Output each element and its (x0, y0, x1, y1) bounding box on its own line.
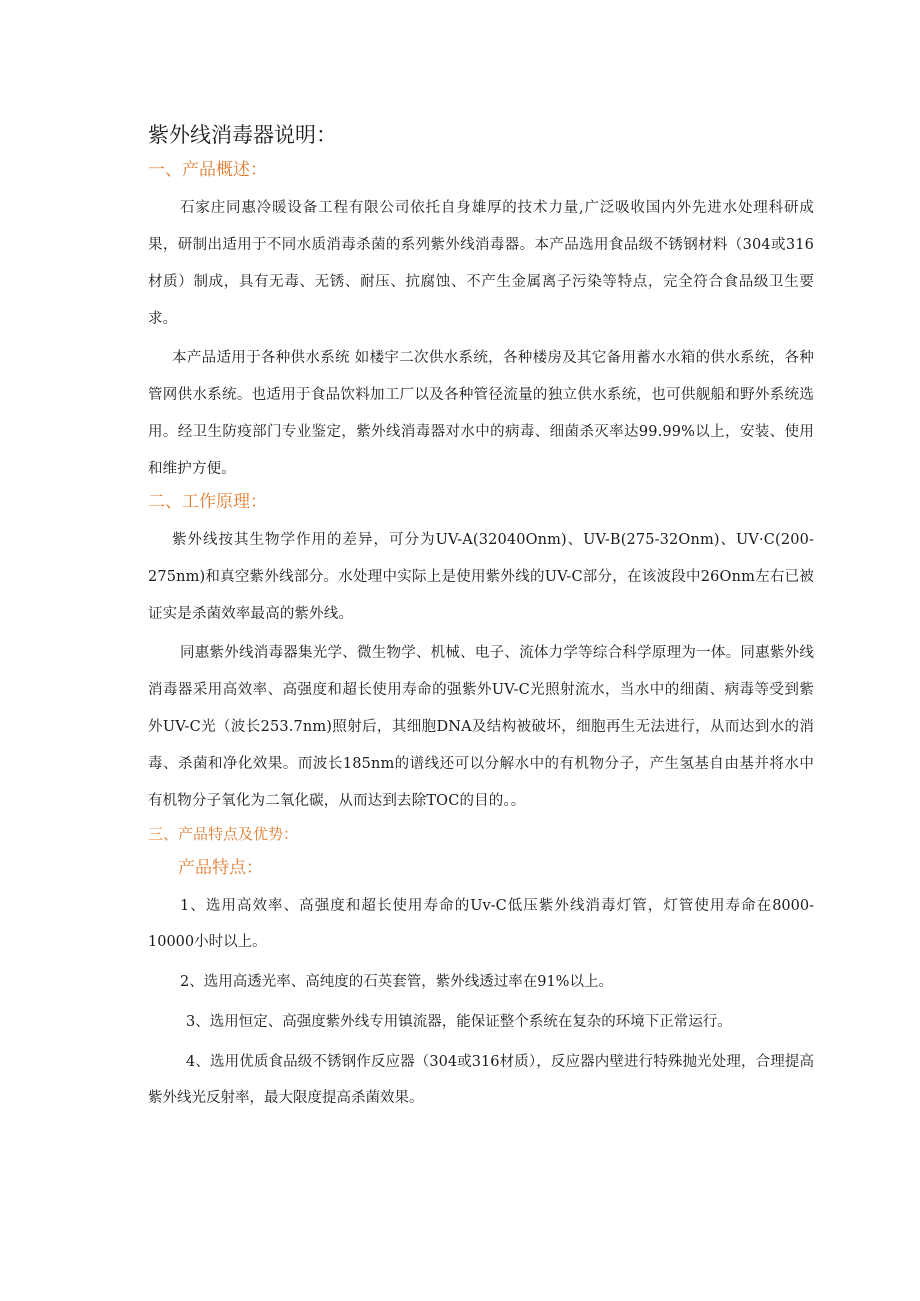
feature-item-3: 3、选用恒定、高强度紫外线专用镇流器，能保证整个系统在复杂的环境下正常运行。 (186, 1014, 732, 1030)
features-subheading: 产品特点： (178, 858, 263, 878)
document-title: 紫外线消毒器说明： (148, 123, 337, 147)
principle-paragraph-2: 同惠紫外线消毒器集光学、微生物学、机械、电子、流体力学等综合科学原理为一体。同惠紫外线消毒器采用高效率、高强度和超长使用寿命的强紫外UV-C光照射流水，当水中的细菌、病毒等受到紫外UV-C光（波长253.7nm)照射后，其细胞DNA及结构被破坏，细胞再生无法进行，从而达到水的消毒、杀菌和净化效果。而波长185nm的谱线还可以分解水中的有机物分子，产生氢基自由基并将水中有机物分子氧化为二氧化碳，从而达到去除TOC的目的。。 (148, 645, 814, 809)
feature-item-1: 1、选用高效率、高强度和超长使用寿命的Uv-C低压紫外线消毒灯管，灯管使用寿命在8000-10000小时以上。 (148, 898, 814, 950)
feature-item-2: 2、选用高透光率、高纯度的石英套管，紫外线透过率在91%以上。 (180, 974, 613, 990)
section-heading-principle: 二、工作原理： (148, 492, 267, 512)
feature-item-4: 4、选用优质食品级不锈钢作反应器（304或316材质），反应器内壁进行特殊抛光处理，合理提高紫外线光反射率，最大限度提高杀菌效果。 (148, 1054, 814, 1106)
principle-paragraph-1: 紫外线按其生物学作用的差异，可分为UV-A(32040Onm)、UV-B(275-32Onm)、UV·C(200-275nm)和真空紫外线部分。水处理中实际上是使用紫外线的UV-C部分，在该波段中26Onm左右已被证实是杀菌效率最高的紫外线。 (148, 532, 814, 622)
overview-paragraph-2: 本产品适用于各种供水系统 如楼宇二次供水系统，各种楼房及其它备用蓄水水箱的供水系统，各种管网供水系统。也适用于食品饮料加工厂以及各种管径流量的独立供水系统，也可供舰船和野外系统选用。经卫生防疫部门专业鉴定，紫外线消毒器对水中的病毒、细菌杀灭率达99.99%以上，安装、使用和维护方便。 (148, 350, 814, 477)
section-heading-overview: 一、产品概述： (148, 160, 267, 180)
overview-paragraph-1: 石家庄同惠冷暖设备工程有限公司依托自身雄厚的技术力量,广泛吸收国内外先进水处理科研成果，研制出适用于不同水质消毒杀菌的系列紫外线消毒器。本产品选用食品级不锈钢材料（304或316材质）制成，具有无毒、无锈、耐压、抗腐蚀、不产生金属离子污染等特点，完全符合食品级卫生要求。 (148, 200, 814, 327)
document-body (148, 118, 814, 1116)
section-heading-features: 三、产品特点及优势： (148, 825, 299, 843)
